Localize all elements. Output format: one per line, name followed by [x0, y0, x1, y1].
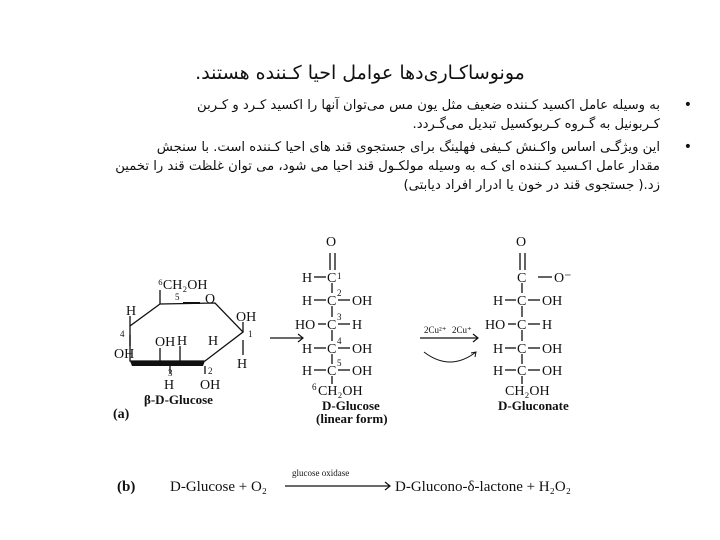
- gluconate-ho-label: HO: [485, 318, 506, 333]
- gluconate-h-label: H: [493, 342, 504, 357]
- ring-carbon-number: 5: [175, 292, 180, 302]
- ring-carbon-number: 4: [120, 329, 125, 339]
- figure-a-label: (a): [113, 407, 130, 422]
- gluconate-compound-name: D-Gluconate: [498, 398, 569, 413]
- bullet-text-line: به وسیله عامل اکسید کـننده ضعیف مثل یون مس می‌توان آنها را اکسید کـرد و کـربن: [197, 98, 660, 113]
- ring-compound-name: β-D-Glucose: [144, 392, 213, 407]
- linear-ho-label: HO: [295, 318, 316, 333]
- gluconate-ominus-label: O⁻: [554, 271, 572, 286]
- bullet-text-line: زد.( جستجوی قند در خون یا ادرار افراد دیابتی): [403, 178, 660, 193]
- linear-h-label: H: [302, 294, 313, 309]
- linear-carbon-label: C: [327, 318, 337, 333]
- linear-carbon-number: 5: [337, 358, 342, 368]
- reagent-copper-i: 2Cu⁺: [452, 325, 472, 335]
- linear-h-label: H: [302, 342, 313, 357]
- bullet-text-line: مقدار عامل اکـسید کـننده ای کـه به وسیله مولکـول قند احیا می شود، می توان غلظت قند را تخمین: [115, 159, 660, 174]
- gluconate-h-label: H: [542, 318, 553, 333]
- reagent-copper-ii: 2Cu²⁺: [424, 325, 447, 335]
- linear-carbon-label: C: [327, 294, 337, 309]
- gluconate-oh-label: OH: [542, 294, 563, 309]
- gluconate-carbon-label: C: [517, 318, 527, 333]
- ring-oh-label: OH: [155, 335, 176, 350]
- gluconate-carbon-label: C: [517, 294, 527, 309]
- linear-carbon-label: C: [327, 364, 337, 379]
- beta-glucose-ring: [130, 290, 243, 374]
- linear-form-caption: (linear form): [316, 411, 388, 426]
- linear-ch2oh-label: CH₂OH: [318, 384, 363, 399]
- linear-h-label: H: [302, 364, 313, 379]
- ring-outline: [130, 303, 243, 361]
- linear-carbon-number: 6: [312, 382, 317, 392]
- ring-h-label: H: [208, 334, 219, 349]
- linear-oh-label: OH: [352, 364, 373, 379]
- slide-title: مونوساکـاری‌دها عوامل احیا کـننده هستند.: [195, 62, 525, 84]
- enzyme-label: glucose oxidase: [292, 468, 350, 478]
- bullet-dot-icon: •: [683, 97, 692, 113]
- ring-carbon-number: 3: [168, 368, 173, 378]
- oxidation-arrow: [420, 334, 478, 362]
- linear-h-label: H: [352, 318, 363, 333]
- linear-carbon-number: 2: [337, 288, 342, 298]
- ring-ho-label: OH: [114, 347, 135, 362]
- linear-oh-label: OH: [352, 342, 373, 357]
- linear-carbon-number: 1: [337, 271, 342, 281]
- linear-oxygen-label: O: [326, 235, 337, 250]
- gluconate-carbon-label: C: [517, 342, 527, 357]
- gluconate-oxygen-label: O: [516, 235, 527, 250]
- ring-h-label: H: [177, 334, 188, 349]
- bullet-text-line: کـربونیل به گـروه کـربوکسیل تبدیل می‌گـردد.: [412, 117, 660, 132]
- gluconate-h-label: H: [493, 294, 504, 309]
- ring-carbon-number: 1: [248, 329, 253, 339]
- ring-bold-edge: [130, 361, 205, 366]
- reaction-arrow-icon: [285, 482, 390, 490]
- figure-b-label: (b): [117, 479, 136, 495]
- ring-ch2oh-label: ⁶CH₂OH: [158, 278, 208, 293]
- linear-h-label: H: [302, 271, 313, 286]
- ring-oh-label: OH: [200, 378, 221, 393]
- gluconate-h-label: H: [493, 364, 504, 379]
- gluconate-ch2oh-label: CH₂OH: [505, 384, 550, 399]
- gluconate-carbon-label: C: [517, 271, 527, 286]
- linear-oh-label: OH: [352, 294, 373, 309]
- gluconate-oh-label: OH: [542, 364, 563, 379]
- bullet-text-line: این ویژگـی اساس واکـنش کـیفی فهلینگ برای جستجوی قند های احیا کـننده است. با سنجش: [156, 140, 660, 155]
- reaction-reactants: D-Glucose + O₂: [170, 479, 268, 495]
- linear-carbon-number: 3: [337, 312, 342, 322]
- linear-carbon-label: C: [327, 342, 337, 357]
- linear-carbon-label: C: [327, 271, 337, 286]
- ring-opening-arrow: [270, 334, 303, 342]
- ring-h-label: H: [237, 357, 248, 372]
- gluconate-oh-label: OH: [542, 342, 563, 357]
- ring-oxygen-label: O: [205, 292, 216, 307]
- reaction-products: D-Glucono-δ-lactone + H₂O₂: [395, 479, 571, 495]
- linear-compound-name: D-Glucose: [322, 398, 380, 413]
- gluconate-carbon-label: C: [517, 364, 527, 379]
- bullet-dot-icon: •: [683, 139, 692, 155]
- ring-h-label: H: [164, 378, 175, 393]
- ring-h-label: H: [126, 304, 137, 319]
- ring-oh-label: OH: [236, 310, 257, 325]
- ring-carbon-number: 2: [208, 366, 213, 376]
- linear-carbon-number: 4: [337, 336, 342, 346]
